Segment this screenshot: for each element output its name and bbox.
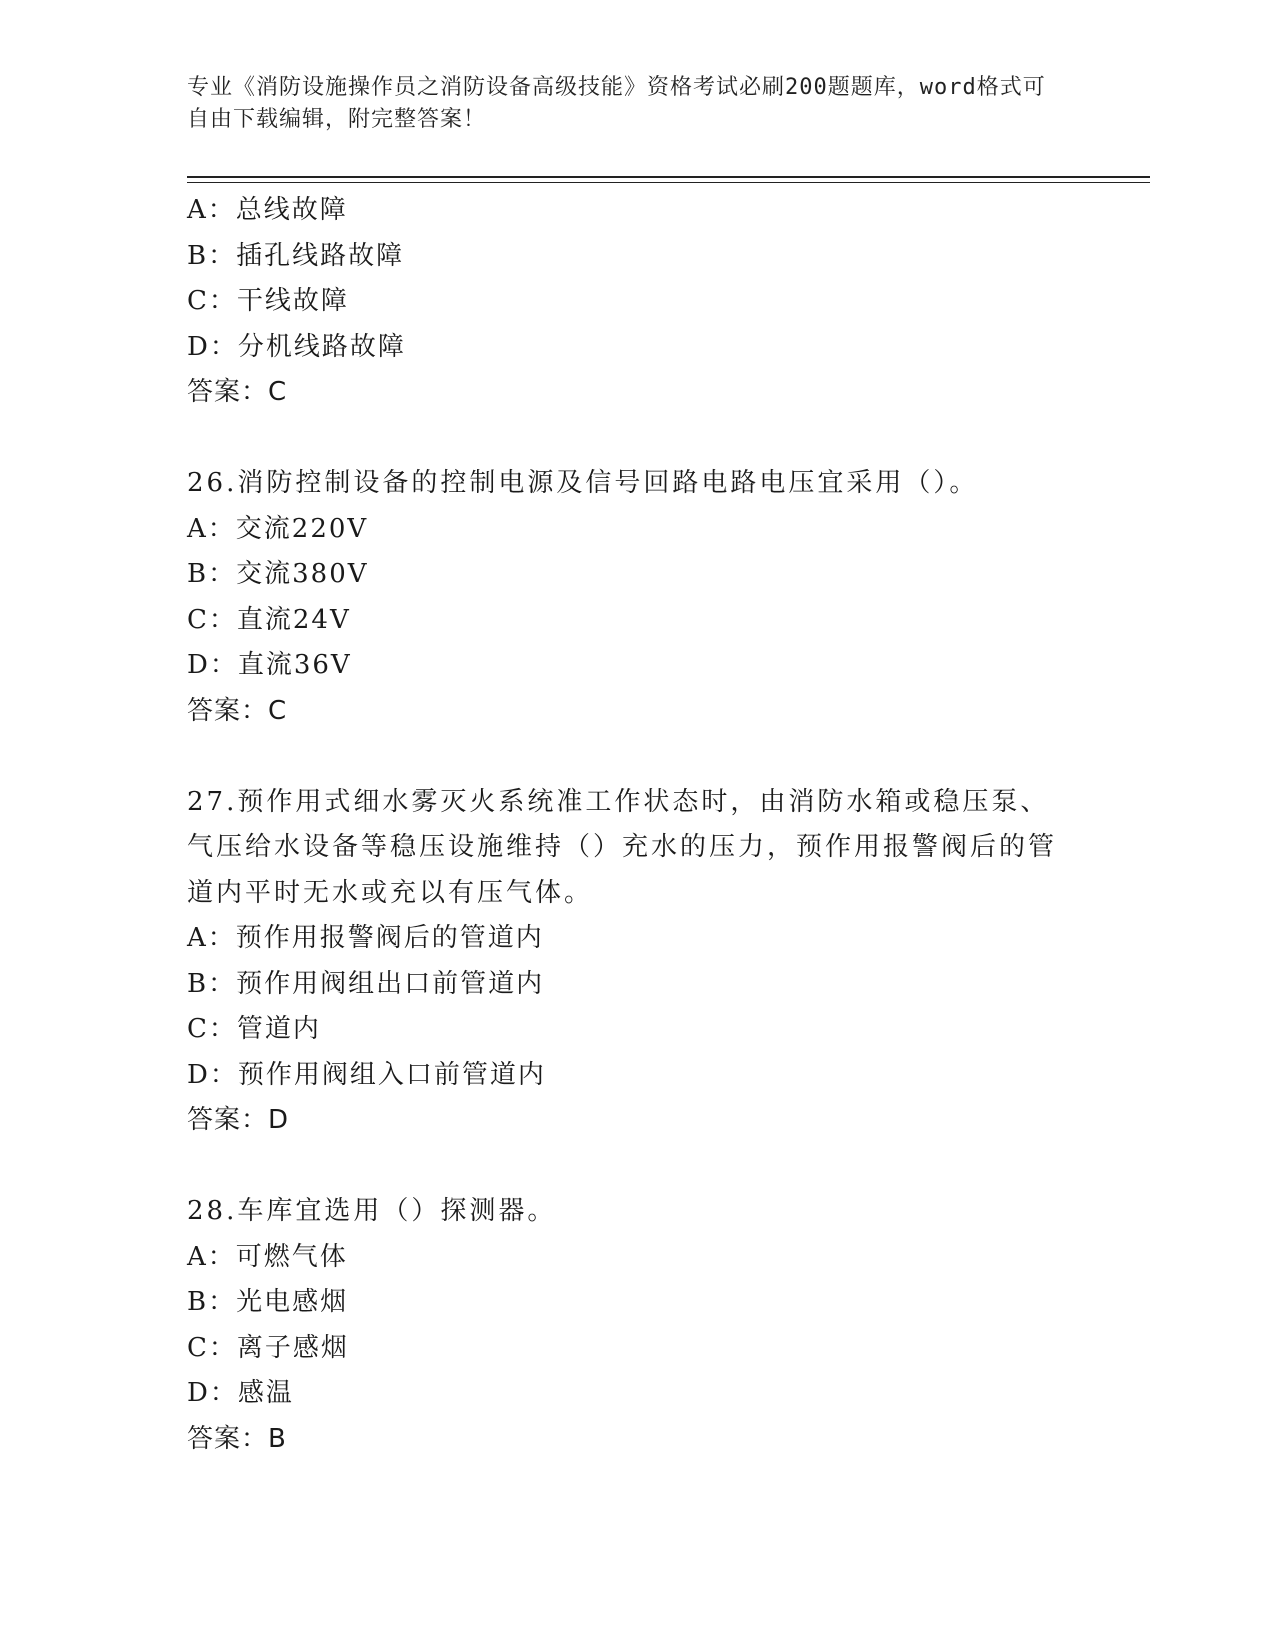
document-header: 专业《消防设施操作员之消防设备高级技能》资格考试必刷200题题库，word格式可自由下载编辑，附完整答案！	[187, 75, 1046, 132]
option-a: A：交流220V	[187, 513, 369, 544]
answer-line: 答案：C	[187, 695, 288, 726]
option-c: C：直流24V	[187, 604, 351, 635]
spacer	[187, 416, 1087, 462]
option-c: C：离子感烟	[187, 1332, 349, 1363]
header-divider-thick	[187, 176, 1150, 178]
question-text: 28.车库宜选用（）探测器。	[187, 1196, 557, 1226]
spacer	[187, 1144, 1087, 1190]
answer-line: 答案：D	[187, 1105, 290, 1135]
question-block-27	[187, 780, 1087, 1144]
question-block-28	[187, 1189, 1087, 1462]
option-d: D：直流36V	[187, 650, 352, 680]
option-b: B：交流380V	[187, 559, 369, 589]
option-b: B：预作用阀组出口前管道内	[187, 968, 545, 999]
question-block-25	[187, 188, 1087, 416]
option-d: D：预作用阀组入口前管道内	[187, 1059, 546, 1090]
option-a: A：预作用报警阀后的管道内	[187, 923, 544, 953]
question-list	[187, 188, 1087, 1462]
option-a: A：可燃气体	[187, 1241, 348, 1272]
question-block-26	[187, 461, 1087, 734]
question-text: 27.预作用式细水雾灭火系统准工作状态时，由消防水箱或稳压泵、气压给水设备等稳压设施维持（）充水的压力，预作用报警阀后的管道内平时无水或充以有压气体。	[187, 786, 1058, 908]
option-c: C：干线故障	[187, 286, 349, 316]
option-a: A：总线故障	[187, 195, 348, 225]
option-d: D：感温	[187, 1378, 294, 1408]
option-b: B：插孔线路故障	[187, 240, 405, 271]
answer-line: 答案：B	[187, 1423, 287, 1454]
option-d: D：分机线路故障	[187, 331, 406, 362]
question-text: 26.消防控制设备的控制电源及信号回路电路电压宜采用（）。	[187, 468, 979, 498]
header-divider-thin	[187, 182, 1150, 183]
spacer	[187, 734, 1087, 780]
option-c: C：管道内	[187, 1014, 321, 1044]
option-b: B：光电感烟	[187, 1287, 349, 1317]
answer-line: 答案：C	[187, 377, 288, 407]
